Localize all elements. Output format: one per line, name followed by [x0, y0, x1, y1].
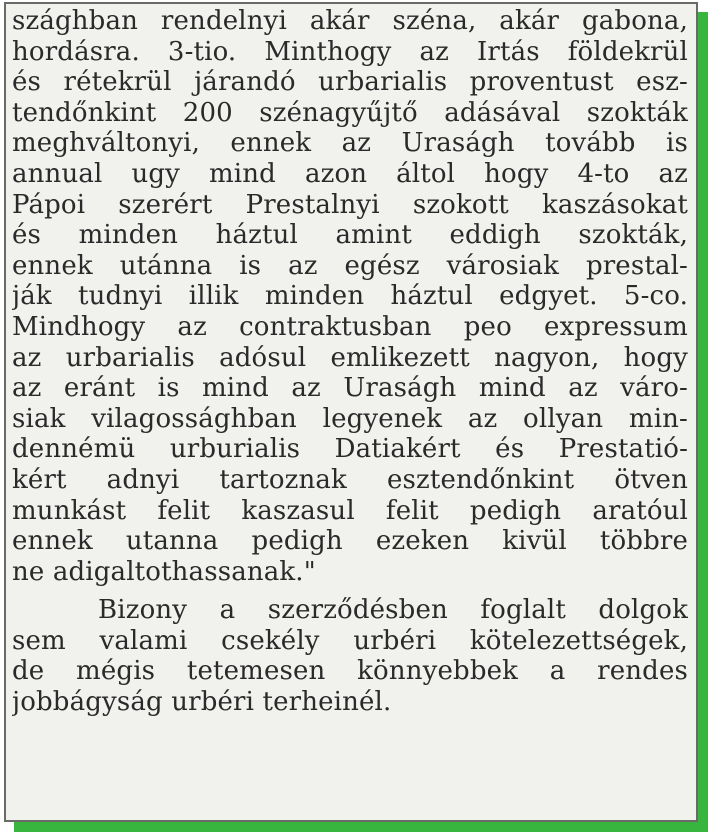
text-line: tendőnkint 200 szénagyűjtő adásával szokták: [12, 97, 688, 128]
text-line: kért adnyi tartoznak esztendőnkint ötven: [12, 464, 688, 495]
text-line: hordásra. 3-tio. Minthogy az Irtás földekrül: [12, 36, 688, 67]
text-line: munkást felit kaszasul felit pedigh aratóul: [12, 495, 688, 526]
text-line: meghváltonyi, ennek az Uraságh tovább is: [12, 128, 688, 159]
text-line: ennek utanna pedigh ezeken kivül többre: [12, 526, 688, 557]
text-line: ennek utánna is az egész városiak prestal-: [12, 250, 688, 281]
text-line: ne adigaltothassanak.": [12, 556, 316, 587]
text-line: szághban rendelnyi akár széna, akár gabona,: [12, 6, 688, 36]
text-line: siak vilagossághban legyenek az ollyan min-: [12, 403, 688, 434]
text-line: Bizony a szerződésben foglalt dolgok: [98, 595, 688, 626]
paragraph-1: [12, 6, 688, 587]
paragraph-2: [12, 595, 688, 717]
text-line: és minden háztul amint eddigh szokták,: [12, 220, 688, 251]
text-line: az urbarialis adósul emlikezett nagyon, hogy: [12, 342, 688, 373]
document-page: [6, 4, 696, 820]
text-line: az eránt is mind az Uraságh mind az váro-: [12, 373, 688, 404]
text-line: és rétekrül járandó urbarialis proventust esz-: [12, 67, 688, 98]
text-line: Mindhogy az contraktusban peo expressum: [12, 311, 688, 342]
scanned-page-frame: [4, 2, 698, 822]
text-line: ják tudnyi illik minden háztul edgyet. 5-co.: [12, 281, 688, 312]
text-line: annual ugy mind azon áltol hogy 4-to az: [12, 158, 688, 189]
text-line: de mégis tetemesen könnyebbek a rendes: [12, 656, 688, 687]
text-line: Pápoi szerért Prestalnyi szokott kaszásokat: [12, 189, 688, 220]
text-line: jobbágyság urbéri terheinél.: [12, 687, 392, 718]
text-line: sem valami csekély urbéri kötelezettségek,: [12, 625, 688, 656]
text-line: dennémü urburialis Datiakért és Prestatió-: [12, 434, 688, 465]
